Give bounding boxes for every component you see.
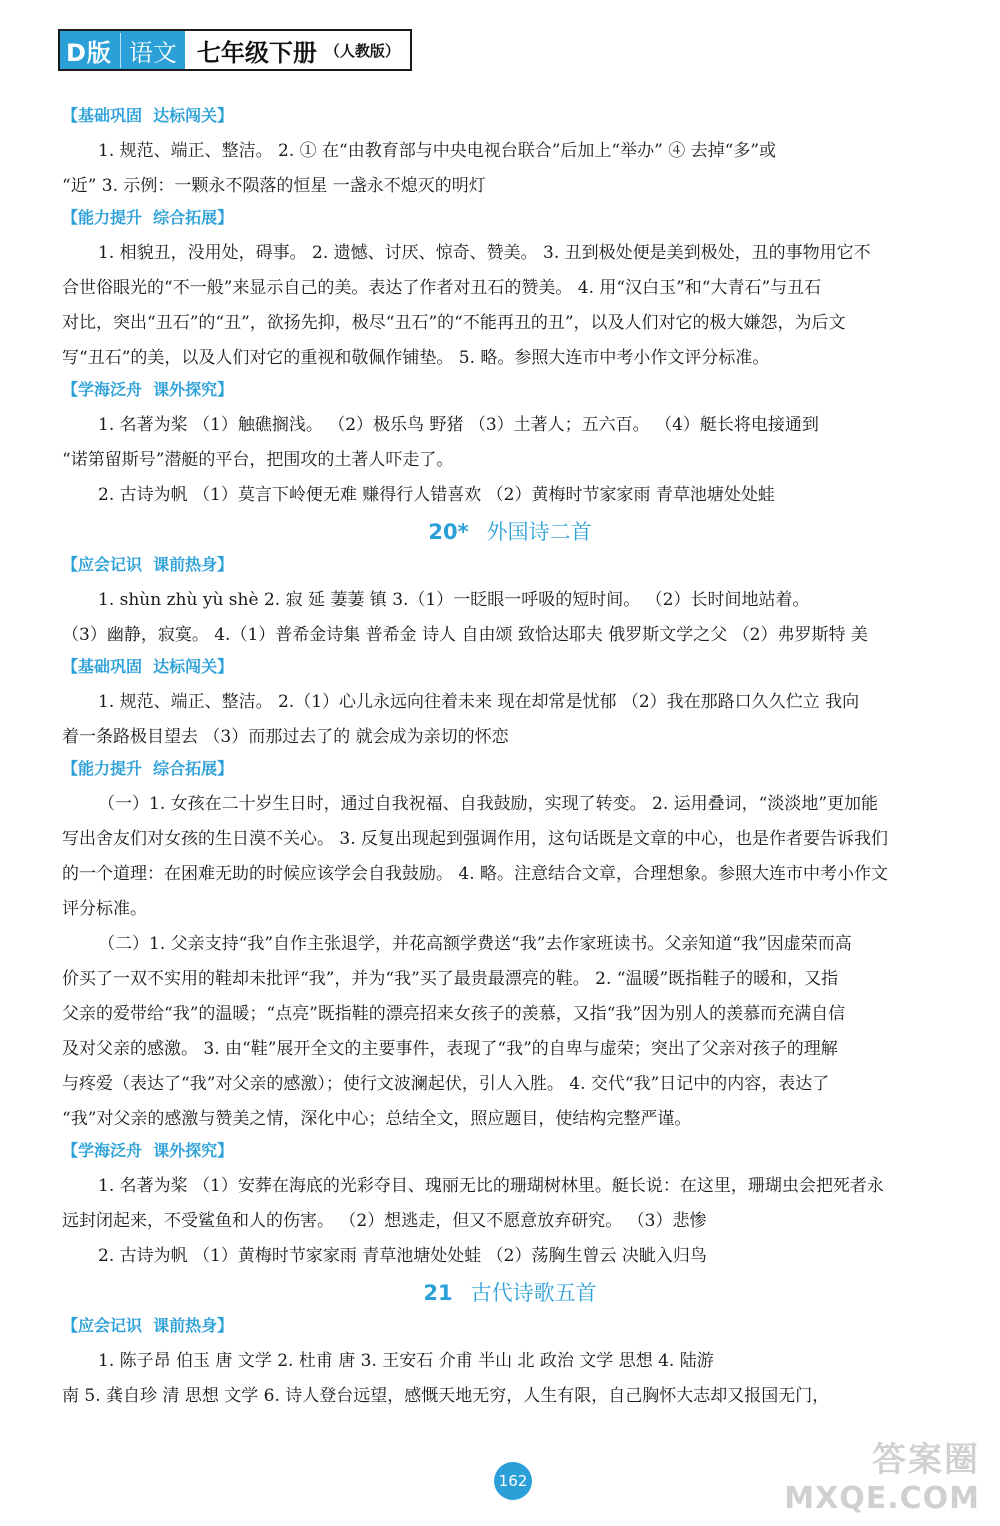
chapter-number: 21 bbox=[423, 1281, 453, 1305]
grade-label: 七年级下册 bbox=[196, 38, 317, 67]
page-number: 162 bbox=[494, 1462, 532, 1500]
answer-line: “我”对父亲的感激与赞美之情，深化中心；总结全文，照应题目，使结构完整严谨。 bbox=[62, 1109, 692, 1129]
section-heading: 【学海泛舟 课外探究】 bbox=[62, 380, 234, 399]
section-heading: 【能力提升 综合拓展】 bbox=[62, 759, 234, 778]
watermark-top: 答案圈 bbox=[872, 1440, 980, 1480]
answer-line: 对比，突出“丑石”的“丑”，欲扬先抑，极尽“丑石”的“不能再丑的丑”，以及人们对它的极大嫌怨，为后文 bbox=[62, 313, 846, 333]
section-heading: 【基础巩固 达标闯关】 bbox=[62, 106, 234, 125]
answer-line: 1. 名著为桨 （1）安葬在海底的光彩夺目、瑰丽无比的珊瑚树林里。艇长说：在这里，珊瑚虫会把死者永 bbox=[98, 1176, 884, 1196]
section-heading: 【应会记识 课前热身】 bbox=[62, 1316, 234, 1335]
answer-line: 南 5. 龚自珍 清 思想 文学 6. 诗人登台远望，感慨天地无穷，人生有限，自己胸怀大志却又报国无门， bbox=[62, 1386, 830, 1406]
answer-line: “诺第留斯号”潜艇的平台，把围攻的土著人吓走了。 bbox=[62, 450, 454, 470]
answer-line: 1. 规范、端正、整洁。 2. ① 在“由教育部与中央电视台联合”后加上“举办” ④ 去掉“多”或 bbox=[98, 141, 777, 161]
lesson-20-answers bbox=[62, 553, 958, 1274]
chapter-21-title bbox=[62, 1274, 958, 1312]
answer-line: （3）幽静，寂寞。 4.（1）普希金诗集 普希金 诗人 自由颂 致恰达耶夫 俄罗斯文学之父 （2）弗罗斯特 美 bbox=[62, 625, 868, 645]
answer-line: （二）1. 父亲支持“我”自作主张退学，并花高额学费送“我”去作家班读书。父亲知道“我”因虚荣而高 bbox=[98, 934, 852, 954]
watermark-logo bbox=[784, 1432, 980, 1516]
answer-line: 着一条路极目望去 （3）而那过去了的 就会成为亲切的怀恋 bbox=[62, 727, 509, 747]
answer-line: 的一个道理：在困难无助的时候应该学会自我鼓励。 4. 略。注意结合文章，合理想象。参照大连市中考小作文 bbox=[62, 864, 889, 884]
answer-line: “近” 3. 示例：一颗永不陨落的恒星 一盏永不熄灭的明灯 bbox=[62, 176, 486, 196]
page-header bbox=[58, 30, 412, 70]
answer-line: 1. 名著为桨 （1）触礁搁浅。 （2）极乐鸟 野猪 （3）土著人；五六百。 （4）艇长将电接通到 bbox=[98, 415, 819, 435]
answer-line: 1. shùn zhù yù shè 2. 寂 延 萋萋 镇 3.（1）一眨眼一呼吸的短时间。 （2）长时间地站着。 bbox=[98, 590, 810, 610]
answer-line: 评分标准。 bbox=[62, 899, 147, 919]
publisher-label: （人教版） bbox=[324, 41, 400, 60]
answer-line: 与疼爱（表达了“我”对父亲的感激）；使行文波澜起伏，引人入胜。 4. 交代“我”日记中的内容，表达了 bbox=[62, 1074, 830, 1094]
section-heading: 【能力提升 综合拓展】 bbox=[62, 208, 234, 227]
answer-line: （一）1. 女孩在二十岁生日时，通过自我祝福、自我鼓励，实现了转变。 2. 运用叠词，“淡淡地”更加能 bbox=[98, 794, 879, 814]
answer-line: 2. 古诗为帆 （1）莫言下岭便无难 赚得行人错喜欢 （2）黄梅时节家家雨 青草池塘处处蛙 bbox=[98, 485, 775, 505]
section-heading: 【基础巩固 达标闯关】 bbox=[62, 657, 234, 676]
chapter-number: 20* bbox=[428, 520, 469, 544]
answer-content bbox=[62, 102, 958, 1414]
answer-line: 写“丑石”的美，以及人们对它的重视和敬佩作铺垫。 5. 略。参照大连市中考小作文评分标准。 bbox=[62, 348, 770, 368]
answer-line: 1. 陈子昂 伯玉 唐 文学 2. 杜甫 唐 3. 王安石 介甫 半山 北 政治 文学 思想 4. 陆游 bbox=[98, 1351, 714, 1371]
chapter-20-title bbox=[62, 513, 958, 551]
section-heading: 【应会记识 课前热身】 bbox=[62, 555, 234, 574]
subject-label: 语文 bbox=[120, 33, 177, 68]
answer-line: 父亲的爱带给“我”的温暖；“点亮”既指鞋的漂亮招来女孩子的羡慕，又指“我”因为别人的羡慕而充满自信 bbox=[62, 1004, 846, 1024]
answer-line: 2. 古诗为帆 （1）黄梅时节家家雨 青草池塘处处蛙 （2）荡胸生曾云 决眦入归鸟 bbox=[98, 1246, 707, 1266]
answer-line: 价买了一双不实用的鞋却未批评“我”，并为“我”买了最贵最漂亮的鞋。 2. “温暖”既指鞋子的暖和，又指 bbox=[62, 969, 839, 989]
edition-label: D版 bbox=[66, 38, 112, 67]
chapter-name: 外国诗二首 bbox=[486, 520, 592, 544]
answer-line: 1. 规范、端正、整洁。 2.（1）心儿永远向往着未来 现在却常是忧郁 （2）我在那路口久久伫立 我向 bbox=[98, 692, 860, 712]
header-badge bbox=[60, 31, 185, 69]
answer-line: 及对父亲的感激。 3. 由“鞋”展开全文的主要事件，表现了“我”的自卑与虚荣；突出了父亲对孩子的理解 bbox=[62, 1039, 838, 1059]
answer-line: 1. 相貌丑，没用处，碍事。 2. 遗憾、讨厌、惊奇、赞美。 3. 丑到极处便是美到极处，丑的事物用它不 bbox=[98, 243, 871, 263]
section-heading: 【学海泛舟 课外探究】 bbox=[62, 1141, 234, 1160]
chapter-name: 古代诗歌五首 bbox=[470, 1281, 597, 1305]
lesson-19-answers bbox=[62, 104, 958, 513]
header-banner bbox=[58, 29, 412, 71]
watermark-bottom: MXQE.COM bbox=[784, 1481, 980, 1516]
answer-line: 写出舍友们对女孩的生日漠不关心。 3. 反复出现起到强调作用，这句话既是文章的中心，也是作者要告诉我们 bbox=[62, 829, 889, 849]
lesson-21-answers bbox=[62, 1314, 958, 1414]
answer-line: 远封闭起来，不受鲨鱼和人的伤害。 （2）想逃走，但又不愿意放弃研究。 （3）悲惨 bbox=[62, 1211, 707, 1231]
answer-line: 合世俗眼光的“不一般”来显示自己的美。表达了作者对丑石的赞美。 4. 用“汉白玉”和“大青石”与丑石 bbox=[62, 278, 822, 298]
